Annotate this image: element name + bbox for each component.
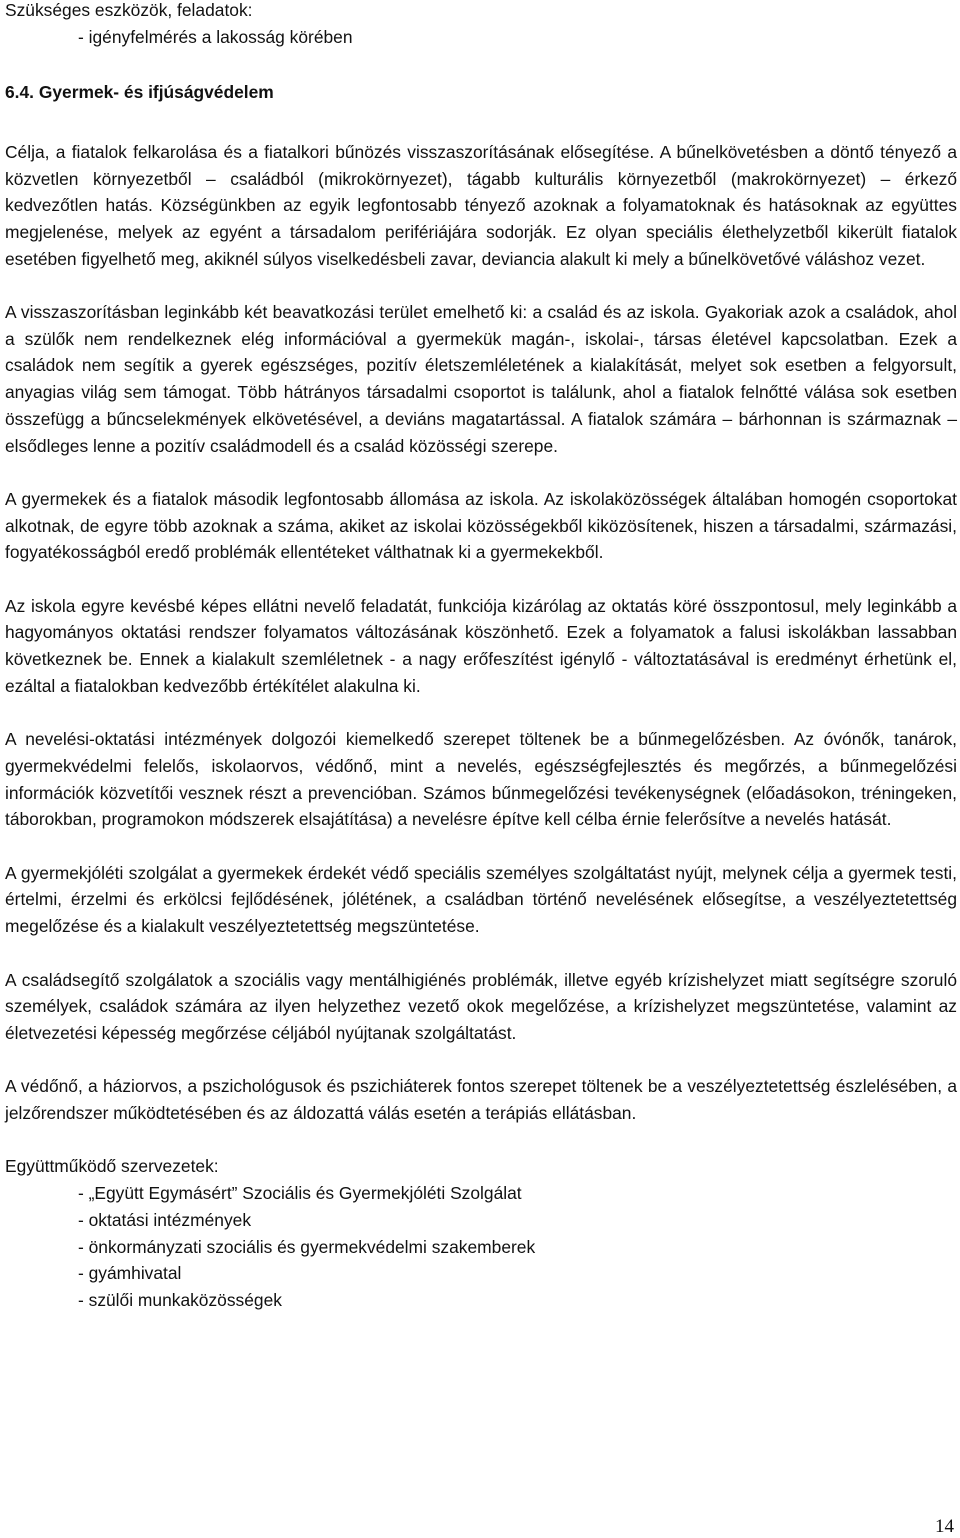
page-number: 14 <box>935 1516 954 1537</box>
spacer <box>5 50 957 77</box>
spacer <box>5 459 957 486</box>
spacer <box>5 700 957 727</box>
spacer <box>5 1127 957 1154</box>
list-item: - szülői munkaközösségek <box>78 1289 282 1310</box>
spacer <box>5 106 957 129</box>
section-heading: 6.4. Gyermek- és ifjúságvédelem <box>5 82 274 103</box>
spacer <box>5 833 957 860</box>
spacer <box>5 566 957 593</box>
list-item: - oktatási intézmények <box>78 1209 252 1230</box>
spacer <box>5 272 957 299</box>
list-item: - önkormányzati szociális és gyermekvédelmi szakemberek <box>78 1236 536 1257</box>
paragraph-8: A védőnő, a háziorvos, a pszichológusok és pszichiáterek fontos szerepet töltenek be a veszélyeztetettség észlelésében, a jelzőrendszer működtetésében és az áldozattá válás esetén a terápiás ellátásban. <box>5 1076 957 1123</box>
paragraph-6: A gyermekjóléti szolgálat a gyermekek érdekét védő speciális személyes szolgáltatást nyújt, melynek célja a gyermek testi, értelmi, érzelmi és erkölcsi fejlődésének, jólétének, a családban történő nevelésének elősegítse, a veszélyeztetettség megelőzése és a kialakult veszélyeztetettség megszüntetése. <box>5 862 957 937</box>
list-item: - gyámhivatal <box>78 1263 182 1284</box>
paragraph-2: A visszaszorításban leginkább két beavatkozási terület emelhető ki: a család és az iskola. Gyakoriak azok a családok, ahol a szülők nem rendelkeznek elég információval a gyermekük magán-, iskolai-, társas életével kapcsolatban. Ezek a családok nem segítik a gyerek egészséges, pozitív életszemléletének a kialakítását, melyet sok esetben a felgyorsult, anyagias világ sem támogat. Több hátrányos társadalmi csoportot is találunk, ahol a fiatalok felnőtté válása sok esetben összefügg a bűncselekmények elkövetésével, a deviáns magatartással. A fiatalok számára – bárhonnan is származnak – elsődleges lenne a pozitív családmodell és a család közösségi szerepe. <box>5 302 957 456</box>
document-page <box>5 0 957 1314</box>
spacer <box>5 940 957 967</box>
list-item: - „Együtt Egymásért” Szociális és Gyermekjóléti Szolgálat <box>78 1183 522 1204</box>
paragraph-3: A gyermekek és a fiatalok második legfontosabb állomása az iskola. Az iskolaközösségek általában homogén csoportokat alkotnak, de egyre több azoknak a száma, akiket az iskolai közösségekből kiközösítenek, hiszen a társadalmi, származási, fogyatékosságból eredő problémák ellentéteket válthatnak ki a gyermekekből. <box>5 488 957 563</box>
cooperation-label: Együttműködő szervezetek: <box>5 1156 219 1177</box>
paragraph-7: A családsegítő szolgálatok a szociális vagy mentálhigiénés problémák, illetve egyéb krízishelyzet miatt segítségre szoruló személyek, családok számára az ilyen helyzethez vezető okok megelőzése, a krízishelyzet megszüntetése, valamint az életvezetési képesség megőrzése céljából nyújtanak szolgáltatást. <box>5 969 957 1043</box>
intro-label: Szükséges eszközök, feladatok: <box>5 0 253 20</box>
cooperation-list <box>5 1180 957 1314</box>
paragraph-5: A nevelési-oktatási intézmények dolgozói kiemelkedő szerepet töltenek be a bűnmegelőzésben. Az óvónők, tanárok, gyermekvédelmi felelős, iskolaorvos, védőnő, mint a nevelés, egészségfejlesztés és megőrzés, a bűnmegelőzési információk közvetítői vesznek részt a prevencióban. Számos bűnmegelőzési tevékenységnek (előadásokon, tréningeken, táborokban, programokon módszerek elsajátítása) a nevelésre építve kell célba érnie felerősítve a nevelés hatását. <box>5 729 957 830</box>
paragraph-4: Az iskola egyre kevésbé képes ellátni nevelő feladatát, funkciója kizárólag az oktatás köré összpontosul, mely leginkább a hagyományos oktatási rendszer folyamatos változásának köszönhető. Ezek a folyamatok a falusi iskolákban lassabban következnek be. Ennek a kialakult szemléletnek - a nagy erőfeszítést igénylő - változtatásával is eredményt érhetünk el, ezáltal a fiatalokban kedvezőbb értékítélet alakulna ki. <box>5 595 957 696</box>
intro-list-item: - igényfelmérés a lakosság körében <box>78 26 353 47</box>
spacer <box>5 1047 957 1074</box>
paragraph-1: Célja, a fiatalok felkarolása és a fiatalkori bűnözés visszaszorításának elősegítése. A bűnelkövetésben a döntő tényező a közvetlen környezetből – családból (mikrokörnyezet), tágabb kulturális környezetből (makrokörnyezet) – érkező kedvezőtlen hatás. Községünkben az egyik legfontosabb tényező azoknak a folyamatoknak és hatásoknak az együttes megjelenése, melyek az egyént a társadalom perifériájára sodorják. Ez olyan speciális élethelyzetből kikerült fiatalok esetében figyelhető meg, akiknél súlyos viselkedésbeli zavar, deviancia alakult ki mely a bűnelkövetővé váláshoz vezet. <box>5 141 957 269</box>
